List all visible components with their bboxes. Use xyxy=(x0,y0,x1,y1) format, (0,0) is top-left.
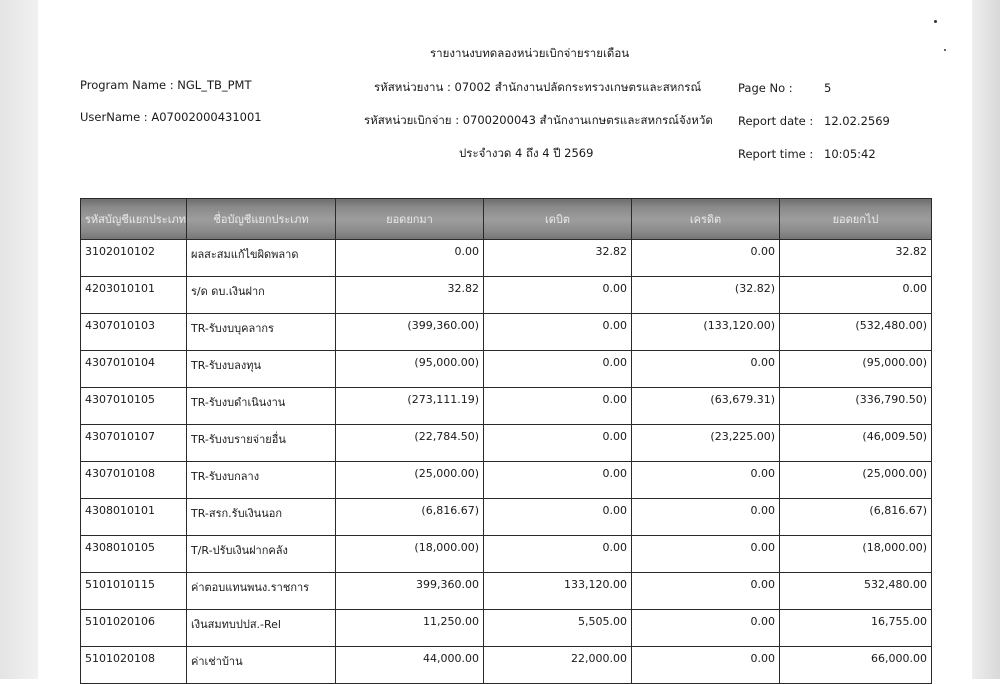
debit-cell: 0.00 xyxy=(484,536,632,573)
debit-cell: 22,000.00 xyxy=(484,647,632,684)
program-name: Program Name : NGL_TB_PMT xyxy=(80,78,252,92)
column-header-closing-balance: ยอดยกไป xyxy=(780,199,932,240)
closing-balance-cell: (95,000.00) xyxy=(780,351,932,388)
credit-cell: 0.00 xyxy=(632,240,780,277)
account-name-cell: TR-สรก.รับเงินนอก xyxy=(187,499,336,536)
page-no-value: 5 xyxy=(824,81,832,95)
opening-balance-cell: 44,000.00 xyxy=(336,647,484,684)
opening-balance-cell: 32.82 xyxy=(336,277,484,314)
table-row xyxy=(81,351,932,388)
column-header-account-code: รหัสบัญชีแยกประเภท xyxy=(81,199,187,240)
account-code-cell: 4307010107 xyxy=(81,425,187,462)
debit-cell: 0.00 xyxy=(484,388,632,425)
report-date-label: Report date : xyxy=(738,114,814,128)
table-row xyxy=(81,240,932,277)
credit-cell: 0.00 xyxy=(632,536,780,573)
credit-cell: 0.00 xyxy=(632,462,780,499)
scan-speck xyxy=(944,49,946,51)
table-row xyxy=(81,536,932,573)
closing-balance-cell: 532,480.00 xyxy=(780,573,932,610)
closing-balance-cell: (336,790.50) xyxy=(780,388,932,425)
table-row xyxy=(81,462,932,499)
credit-cell: (133,120.00) xyxy=(632,314,780,351)
table-row xyxy=(81,314,932,351)
opening-balance-cell: (273,111.19) xyxy=(336,388,484,425)
table-row xyxy=(81,499,932,536)
closing-balance-cell: 0.00 xyxy=(780,277,932,314)
report-period: ประจำงวด 4 ถึง 4 ปี 2569 xyxy=(459,146,594,160)
account-name-cell: T/R-ปรับเงินฝากคลัง xyxy=(187,536,336,573)
table-row xyxy=(81,610,932,647)
closing-balance-cell: 32.82 xyxy=(780,240,932,277)
account-name-cell: เงินสมทบปปส.-Rel xyxy=(187,610,336,647)
debit-cell: 0.00 xyxy=(484,351,632,388)
credit-cell: 0.00 xyxy=(632,499,780,536)
debit-cell: 0.00 xyxy=(484,277,632,314)
opening-balance-cell: (95,000.00) xyxy=(336,351,484,388)
account-name-cell: TR-รับงบลงทุน xyxy=(187,351,336,388)
opening-balance-cell: (18,000.00) xyxy=(336,536,484,573)
account-code-cell: 5101010115 xyxy=(81,573,187,610)
column-header-opening-balance: ยอดยกมา xyxy=(336,199,484,240)
trial-balance-table xyxy=(80,198,932,684)
table-row xyxy=(81,425,932,462)
scan-left-margin xyxy=(0,0,38,679)
column-header-credit: เครดิต xyxy=(632,199,780,240)
credit-cell: 0.00 xyxy=(632,351,780,388)
closing-balance-cell: (25,000.00) xyxy=(780,462,932,499)
account-code-cell: 4307010103 xyxy=(81,314,187,351)
disbursing-unit: รหัสหน่วยเบิกจ่าย : 0700200043 สำนักงานเกษตรและสหกรณ์จังหวัด xyxy=(364,113,713,127)
account-name-cell: ค่าตอบแทนพนง.ราชการ xyxy=(187,573,336,610)
report-title: รายงานงบทดลองหน่วยเบิกจ่ายรายเดือน xyxy=(430,46,630,60)
closing-balance-cell: (6,816.67) xyxy=(780,499,932,536)
opening-balance-cell: (22,784.50) xyxy=(336,425,484,462)
account-name-cell: TR-รับงบกลาง xyxy=(187,462,336,499)
account-name-cell: ผลสะสมแก้ไขผิดพลาด xyxy=(187,240,336,277)
page-no-label: Page No : xyxy=(738,81,793,95)
account-name-cell: TR-รับงบบุคลากร xyxy=(187,314,336,351)
account-code-cell: 3102010102 xyxy=(81,240,187,277)
account-name-cell: TR-รับงบดำเนินงาน xyxy=(187,388,336,425)
account-name-cell: TR-รับงบรายจ่ายอื่น xyxy=(187,425,336,462)
scan-speck xyxy=(934,20,937,23)
account-code-cell: 5101020108 xyxy=(81,647,187,684)
opening-balance-cell: 399,360.00 xyxy=(336,573,484,610)
debit-cell: 5,505.00 xyxy=(484,610,632,647)
closing-balance-cell: (46,009.50) xyxy=(780,425,932,462)
opening-balance-cell: 11,250.00 xyxy=(336,610,484,647)
account-code-cell: 4203010101 xyxy=(81,277,187,314)
debit-cell: 0.00 xyxy=(484,425,632,462)
credit-cell: 0.00 xyxy=(632,647,780,684)
debit-cell: 133,120.00 xyxy=(484,573,632,610)
unit-code: รหัสหน่วยงาน : 07002 สำนักงานปลัดกระทรวงเกษตรและสหกรณ์ xyxy=(374,80,702,94)
opening-balance-cell: (399,360.00) xyxy=(336,314,484,351)
report-time-label: Report time : xyxy=(738,147,814,161)
account-code-cell: 4307010108 xyxy=(81,462,187,499)
table-row xyxy=(81,647,932,684)
credit-cell: 0.00 xyxy=(632,573,780,610)
account-code-cell: 4307010104 xyxy=(81,351,187,388)
credit-cell: (23,225.00) xyxy=(632,425,780,462)
table-row xyxy=(81,388,932,425)
debit-cell: 0.00 xyxy=(484,314,632,351)
table-row xyxy=(81,277,932,314)
username: UserName : A07002000431001 xyxy=(80,110,262,124)
debit-cell: 0.00 xyxy=(484,462,632,499)
debit-cell: 32.82 xyxy=(484,240,632,277)
closing-balance-cell: 16,755.00 xyxy=(780,610,932,647)
credit-cell: 0.00 xyxy=(632,610,780,647)
closing-balance-cell: (532,480.00) xyxy=(780,314,932,351)
opening-balance-cell: (25,000.00) xyxy=(336,462,484,499)
table-row xyxy=(81,573,932,610)
closing-balance-cell: (18,000.00) xyxy=(780,536,932,573)
account-name-cell: ร/ด ดบ.เงินฝาก xyxy=(187,277,336,314)
account-code-cell: 4308010105 xyxy=(81,536,187,573)
table-header-row xyxy=(81,199,932,240)
scan-right-margin xyxy=(972,0,1000,679)
column-header-account-name: ชื่อบัญชีแยกประเภท xyxy=(187,199,336,240)
report-date-value: 12.02.2569 xyxy=(824,114,890,128)
closing-balance-cell: 66,000.00 xyxy=(780,647,932,684)
opening-balance-cell: (6,816.67) xyxy=(336,499,484,536)
account-name-cell: ค่าเช่าบ้าน xyxy=(187,647,336,684)
credit-cell: (63,679.31) xyxy=(632,388,780,425)
column-header-debit: เดบิต xyxy=(484,199,632,240)
account-code-cell: 4308010101 xyxy=(81,499,187,536)
credit-cell: (32.82) xyxy=(632,277,780,314)
report-time-value: 10:05:42 xyxy=(824,147,876,161)
account-code-cell: 5101020106 xyxy=(81,610,187,647)
opening-balance-cell: 0.00 xyxy=(336,240,484,277)
account-code-cell: 4307010105 xyxy=(81,388,187,425)
debit-cell: 0.00 xyxy=(484,499,632,536)
